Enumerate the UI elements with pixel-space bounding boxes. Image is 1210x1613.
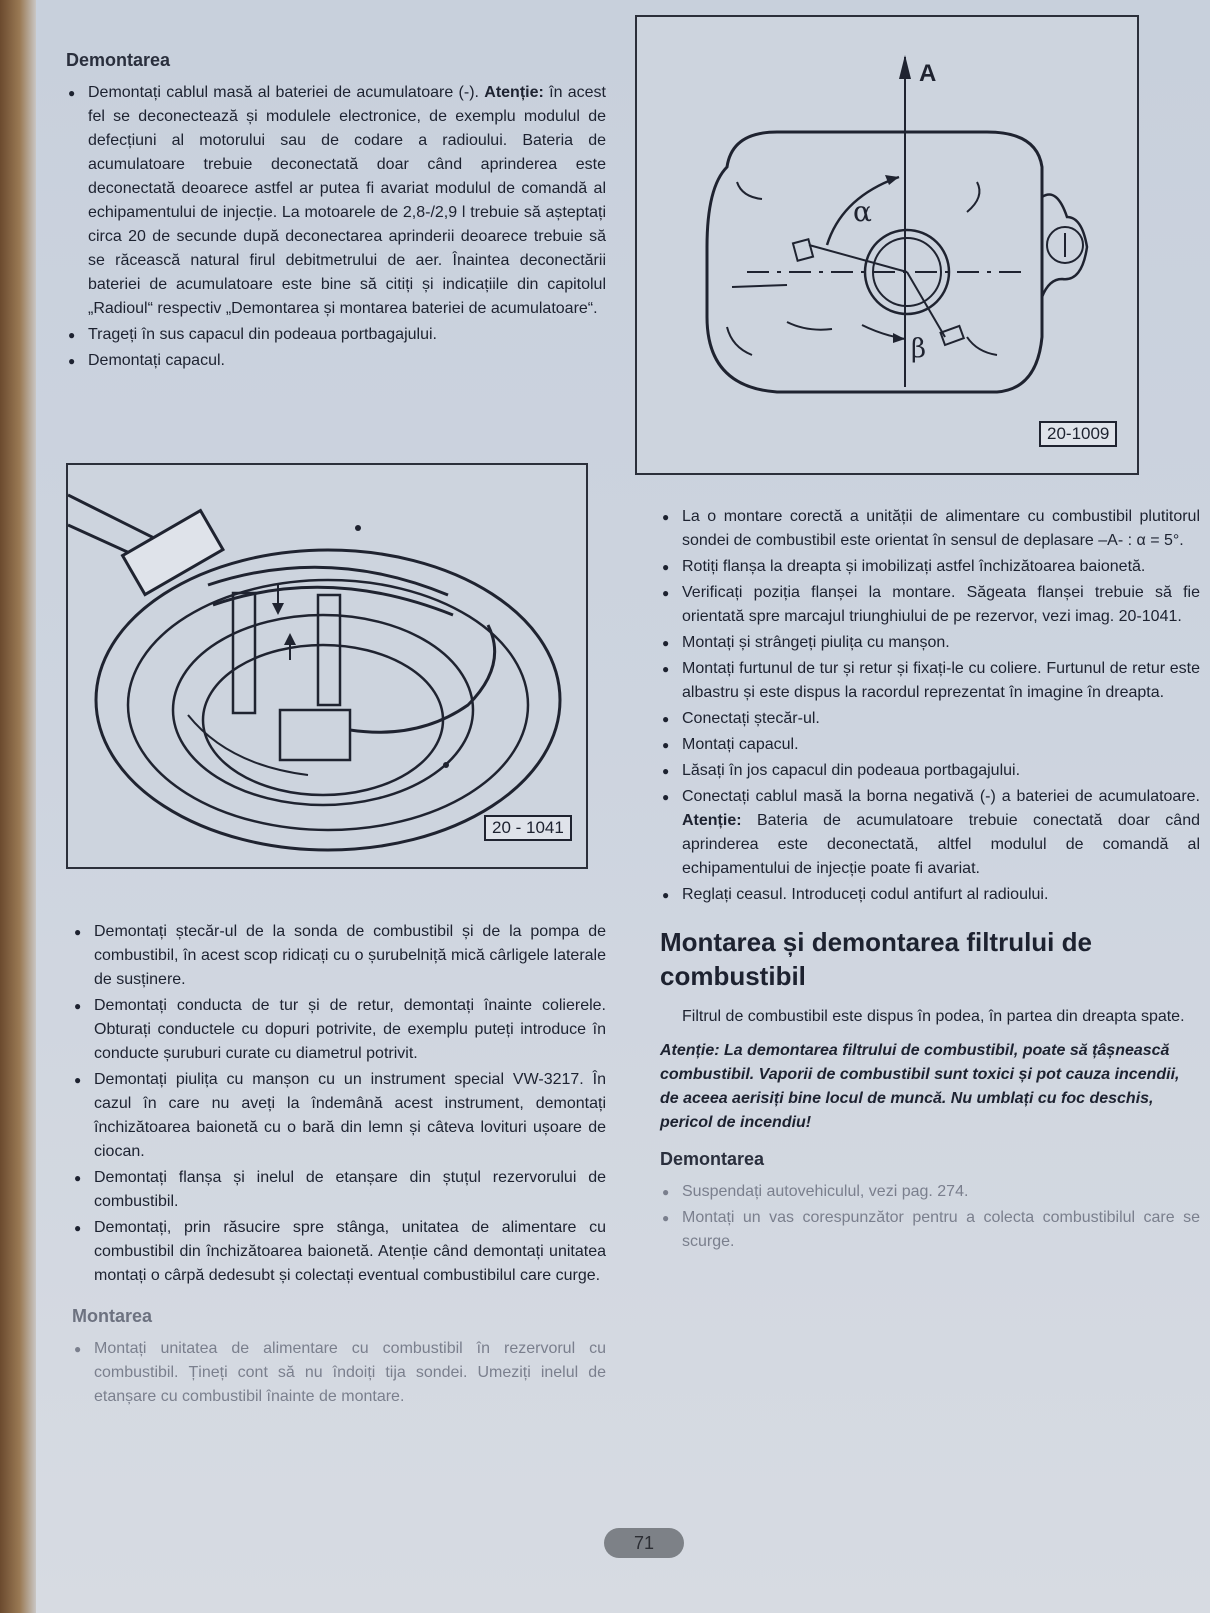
left-bullets-1 <box>66 81 606 373</box>
figure-label-20-1009: 20-1009 <box>1039 421 1117 447</box>
figure-tank-orientation <box>635 15 1139 475</box>
list-item: ● Demontați conducta de tur și de retur, demontați înainte colierele. Obturați conductele cu dopuri potrivite, de exemplu puteți introduce în conducte șuruburi curate cu diametrul potrivit. <box>72 994 606 1066</box>
list-item: ● Lăsați în jos capacul din podeaua portbagajului. <box>660 759 1200 783</box>
list-item: ● Montați unitatea de alimentare cu combustibil în rezervorul cu combustibil. Țineți cont să nu îndoiți tija sondei. Umeziți inelul de etanșare cu combustibil înainte de montare. <box>72 1337 606 1409</box>
fuel-pump-diagram-svg <box>68 465 586 867</box>
list-item: ● Demontați ștecăr-ul de la sonda de combustibil și de la pompa de combustibil, în acest scop ridicați cu o șurubelniță mică cârligele laterale de susținere. <box>72 920 606 992</box>
right-bullets-1 <box>660 505 1200 907</box>
intro-paragraph: Filtrul de combustibil este dispus în podea, în partea din dreapta spate. <box>682 1008 1185 1025</box>
list-item: ● Montați un vas corespunzător pentru a colecta combustibilul care se scurge. <box>660 1206 1200 1254</box>
list-item: ● Montați și strângeți piulița cu manșon. <box>660 631 1200 655</box>
tank-diagram-svg <box>637 17 1137 473</box>
list-item: ● Conectați ștecăr-ul. <box>660 707 1200 731</box>
beta-angle-label: β <box>911 334 927 364</box>
alpha-angle-label: α <box>853 195 872 228</box>
heading-demontarea-filter: Demontarea <box>660 1149 765 1169</box>
section-title-fuel-filter: Montarea și demontarea filtrului de combustibil <box>660 927 1092 991</box>
list-item: ● Demontați, prin răsucire spre stânga, unitatea de alimentare cu combustibil din închizătoarea baionetă. Atenție când demontați unitatea montați o cârpă dedesubt și colectați eventual combustibilul care curge. <box>72 1216 606 1288</box>
list-item: ● Demontați capacul. <box>66 349 606 373</box>
list-item: ● Verificați poziția flanșei la montare. Săgeata flanșei trebuie să fie orientată spre marcajul triunghiului de pe rezervor, vezi imag. 20-1041. <box>660 581 1200 629</box>
left-column-top <box>66 50 606 375</box>
list-item: ● La o montare corectă a unității de alimentare cu combustibil plutitorul sondei de combustibil este orientat în sensul de deplasare –A- : α = 5°. <box>660 505 1200 553</box>
list-item: ● Demontați cablul masă al bateriei de acumulatoare (-). Atenție: în acest fel se deconectează și modulele electronice, de exemplu modulul de defecțiuni al motorului sau de codare a radioului. Bateria de acumulatoare trebuie deconectată doar când aprinderea este deconectată deoarece astfel ar putea fi avariat modulul de comandă al echipamentului de injecție. La motoarele de 2,8-/2,9 l trebuie să așteptați circa 20 de secunde după deconectarea aprinderii deoarece trebuie să se răcească natural firul debitmetrului de aer. Înaintea deconectării bateriei de acumulatoare este bine să citiți și indicațiile din capitolul „Radioul“ respectiv „Demontarea și montarea bateriei de acumulatoare“. <box>66 81 606 321</box>
list-item: ● Montați capacul. <box>660 733 1200 757</box>
page-number: 71 <box>604 1528 684 1558</box>
right-bullets-2 <box>660 1180 1200 1254</box>
heading-montarea: Montarea <box>72 1306 153 1326</box>
figure-fuel-pump <box>66 463 588 869</box>
figure-label-20-1041: 20 - 1041 <box>484 815 572 841</box>
list-item: ● Rotiți flanșa la dreapta și imobilizați astfel închizătoarea baionetă. <box>660 555 1200 579</box>
left-bullets-2 <box>72 920 606 1288</box>
heading-demontarea: Demontarea <box>66 50 171 70</box>
book-spine-shadow <box>0 0 36 1613</box>
list-item: ● Reglați ceasul. Introduceți codul antifurt al radioului. <box>660 883 1200 907</box>
left-column-bottom <box>72 920 606 1411</box>
warning-paragraph: Atenție: La demontarea filtrului de combustibil, poate să țâșnească combustibil. Vaporii de combustibil sunt toxici și pot cauza incendii, de aceea aerisiți bine locul de muncă. Nu umblați cu foc deschis, pericol de incendiu! <box>660 1042 1180 1131</box>
left-bullets-3 <box>72 1337 606 1409</box>
list-item: ● Demontați piulița cu manșon cu un instrument special VW-3217. În cazul în care nu aveți la îndemână acest instrument, demontați închizătoarea baionetă cu o bară din lemn și câteva lovituri ușoare de ciocan. <box>72 1068 606 1164</box>
list-item: ● Trageți în sus capacul din podeaua portbagajului. <box>66 323 606 347</box>
list-item: ● Suspendați autovehiculul, vezi pag. 274. <box>660 1180 1200 1204</box>
list-item: ● Conectați cablul masă la borna negativă (-) a bateriei de acumulatoare. Atenție: Bateria de acumulatoare trebuie conectată doar când aprinderea este deconectată, altfel modulul de comandă al echipamentului de injecție poate fi avariat. <box>660 785 1200 881</box>
list-item: ● Montați furtunul de tur și retur și fixați-le cu coliere. Furtunul de retur este albastru și este dispus la racordul reprezentat în imagine în dreapta. <box>660 657 1200 705</box>
arrow-a-label: A <box>919 60 937 87</box>
list-item: ● Demontați flanșa și inelul de etanșare din ștuțul rezervorului de combustibil. <box>72 1166 606 1214</box>
right-column <box>660 505 1200 1256</box>
